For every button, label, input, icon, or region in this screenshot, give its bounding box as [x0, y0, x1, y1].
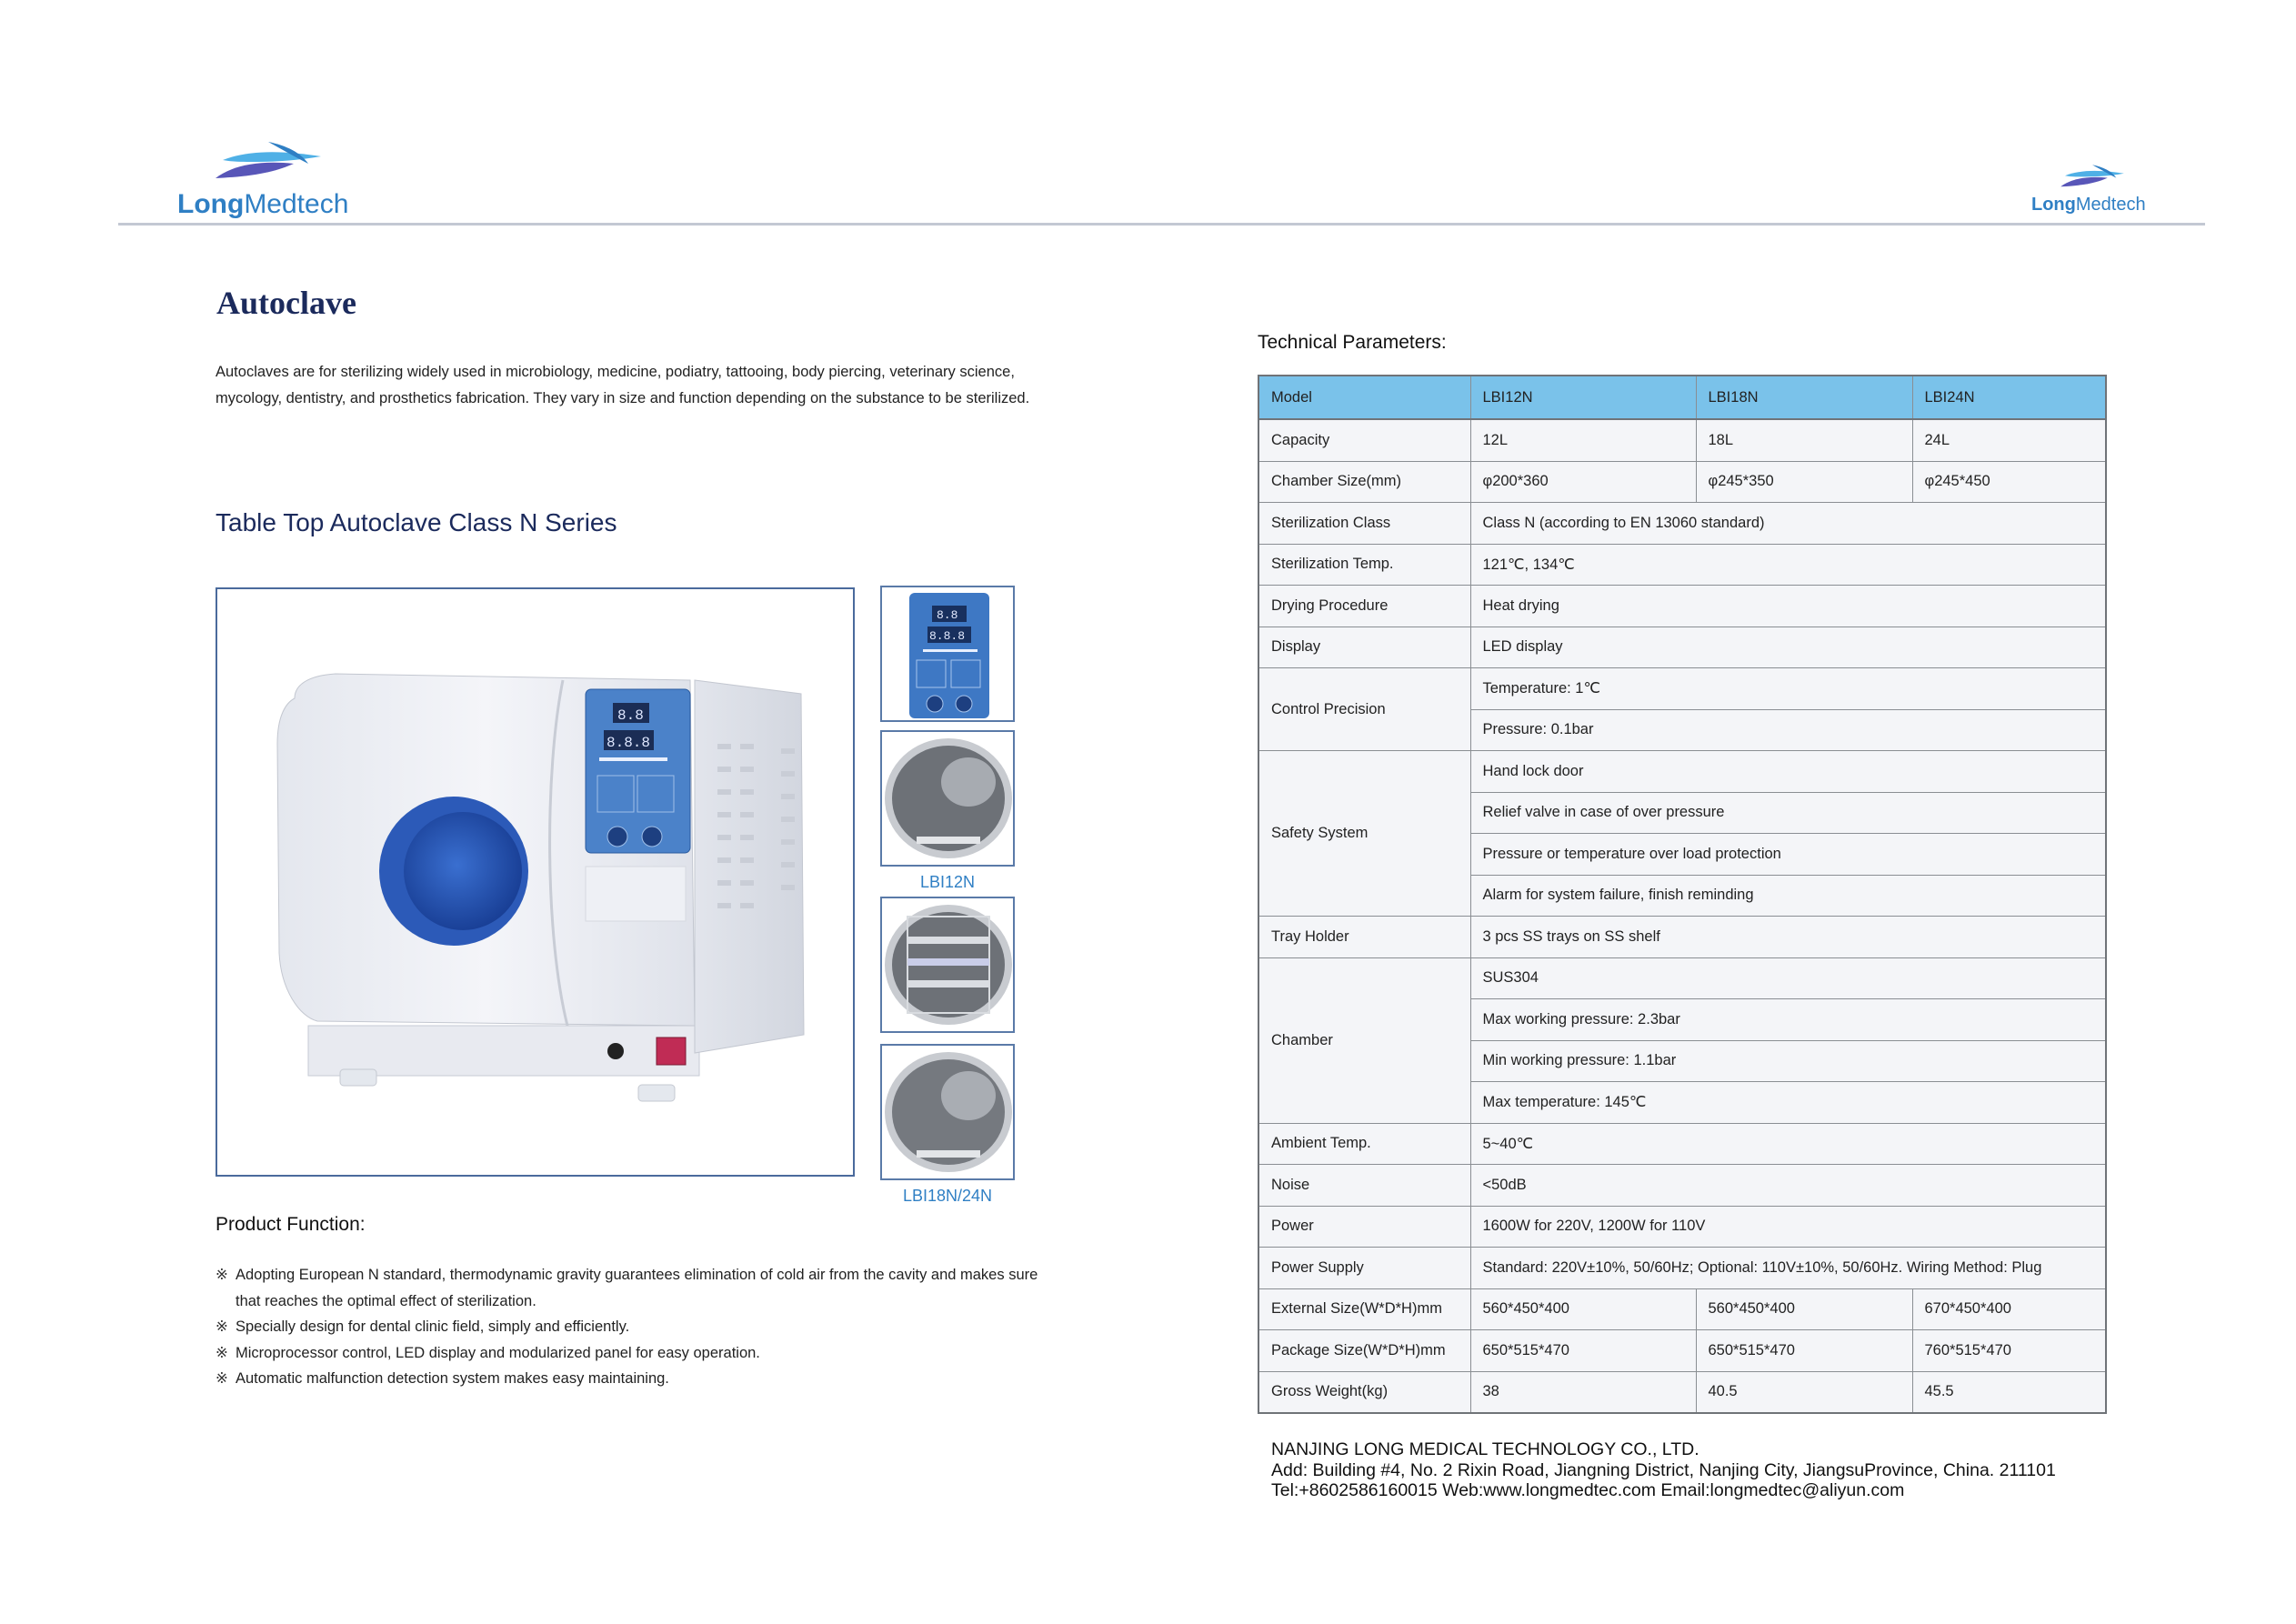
- svg-text:8.8: 8.8: [617, 707, 644, 724]
- cell: Max temperature: 145℃: [1470, 1082, 2106, 1124]
- cell: 670*450*400: [1912, 1288, 2106, 1330]
- chamber-trays-icon: [882, 898, 1015, 1031]
- list-item: ※ Adopting European N standard, thermodynamic gravity guarantees elimination of cold air from the cavity and makes sure that reaches the optimal effect of sterilization.: [216, 1262, 1052, 1314]
- table-row: [1258, 1288, 2106, 1330]
- autoclave-illustration-icon: [217, 589, 854, 1176]
- cell: 45.5: [1912, 1371, 2106, 1413]
- row-label: Control Precision: [1258, 668, 1470, 751]
- header-cell: LBI24N: [1912, 376, 2106, 419]
- table-row: [1258, 917, 2106, 958]
- series-title: Table Top Autoclave Class N Series: [216, 508, 617, 536]
- cell: 121℃, 134℃: [1470, 544, 2106, 586]
- svg-text:8.8: 8.8: [937, 608, 958, 622]
- cell: 3 pcs SS trays on SS shelf: [1470, 917, 2106, 958]
- caption-lbi12n: LBI12N: [919, 873, 976, 891]
- cell: Pressure or temperature over load protection: [1470, 834, 2106, 876]
- cell: 40.5: [1696, 1371, 1912, 1413]
- cell: Alarm for system failure, finish reminding: [1470, 875, 2106, 917]
- header-divider: [118, 223, 2205, 226]
- row-label: Drying Procedure: [1258, 586, 1470, 627]
- cell: φ245*450: [1912, 461, 2106, 503]
- row-label: Sterilization Temp.: [1258, 544, 1470, 586]
- company-name: NANJING LONG MEDICAL TECHNOLOGY CO., LTD.: [1271, 1439, 1699, 1459]
- cell: φ245*350: [1696, 461, 1912, 503]
- table-row: [1258, 751, 2106, 793]
- cell: Temperature: 1℃: [1470, 668, 2106, 710]
- cell: 560*450*400: [1696, 1288, 1912, 1330]
- cell: Min working pressure: 1.1bar: [1470, 1040, 2106, 1082]
- row-label: Safety System: [1258, 751, 1470, 917]
- cell: 12L: [1470, 419, 1696, 461]
- table-row: [1258, 1165, 2106, 1207]
- thumbnail-chamber-lbi12n: [880, 730, 1015, 867]
- cell: SUS304: [1470, 957, 2106, 999]
- bird-wing-logo-icon: [214, 140, 332, 185]
- cell: 650*515*470: [1696, 1330, 1912, 1372]
- product-function-title: Product Function:: [216, 1214, 366, 1235]
- row-label: Chamber Size(mm): [1258, 461, 1470, 503]
- table-row: [1258, 419, 2106, 461]
- table-header-row: [1258, 376, 2106, 419]
- asterisk-bullet-icon: ※: [216, 1318, 228, 1335]
- brand-wordmark: LongMedtech: [177, 189, 349, 219]
- table-row: [1258, 1248, 2106, 1289]
- table-row: [1258, 957, 2106, 999]
- chamber-interior-icon: [882, 1046, 1015, 1178]
- cell: Relief valve in case of over pressure: [1470, 792, 2106, 834]
- thumbnail-chamber-trays: [880, 897, 1015, 1033]
- technical-parameters-title: Technical Parameters:: [1258, 332, 1447, 353]
- header-cell: Model: [1258, 376, 1470, 419]
- table-row: [1258, 668, 2106, 710]
- table-row: [1258, 544, 2106, 586]
- cell: Hand lock door: [1470, 751, 2106, 793]
- cell: 5~40℃: [1470, 1123, 2106, 1165]
- bird-wing-logo-icon: [2059, 164, 2131, 191]
- cell: Pressure: 0.1bar: [1470, 709, 2106, 751]
- autoclave-product-image: [216, 587, 855, 1177]
- company-contact: Tel:+8602586160015 Web:www.longmedtec.com Email:longmedtec@aliyun.com: [1271, 1480, 1905, 1500]
- product-function-list: [216, 1262, 1052, 1392]
- brand-logo-right: [2028, 159, 2173, 223]
- table-row: [1258, 1206, 2106, 1248]
- table-row: [1258, 627, 2106, 668]
- table-row: [1258, 1123, 2106, 1165]
- header-cell: LBI12N: [1470, 376, 1696, 419]
- row-label: External Size(W*D*H)mm: [1258, 1288, 1470, 1330]
- intro-paragraph: Autoclaves are for sterilizing widely used in microbiology, medicine, podiatry, tattooing, body piercing, veterinary science, mycology, dentistry, and prosthetics fabrication. They vary in size and function depending on the substance to be sterilized.: [216, 364, 1030, 406]
- row-label: Capacity: [1258, 419, 1470, 461]
- table-row: [1258, 586, 2106, 627]
- row-label: Sterilization Class: [1258, 503, 1470, 545]
- cell: Heat drying: [1470, 586, 2106, 627]
- header-cell: LBI18N: [1696, 376, 1912, 419]
- table-row: [1258, 461, 2106, 503]
- row-label: Power Supply: [1258, 1248, 1470, 1289]
- thumbnail-chamber-lbi18n-24n: [880, 1044, 1015, 1180]
- row-label: Gross Weight(kg): [1258, 1371, 1470, 1413]
- row-label: Tray Holder: [1258, 917, 1470, 958]
- table-row: [1258, 1330, 2106, 1372]
- asterisk-bullet-icon: ※: [216, 1370, 228, 1387]
- cell: 1600W for 220V, 1200W for 110V: [1470, 1206, 2106, 1248]
- list-item: ※ Specially design for dental clinic field, simply and efficiently.: [216, 1314, 1052, 1340]
- svg-text:8.8.8: 8.8.8: [929, 629, 966, 643]
- chamber-interior-icon: [882, 732, 1015, 865]
- cell: Standard: 220V±10%, 50/60Hz; Optional: 110V±10%, 50/60Hz. Wiring Method: Plug: [1470, 1248, 2106, 1289]
- brand-logo-left: [177, 136, 396, 227]
- thumbnail-control-panel: [880, 586, 1015, 722]
- asterisk-bullet-icon: ※: [216, 1344, 228, 1361]
- cell: Max working pressure: 2.3bar: [1470, 999, 2106, 1041]
- asterisk-bullet-icon: ※: [216, 1267, 228, 1283]
- cell: φ200*360: [1470, 461, 1696, 503]
- table-row: [1258, 1371, 2106, 1413]
- row-label: Ambient Temp.: [1258, 1123, 1470, 1165]
- cell: <50dB: [1470, 1165, 2106, 1207]
- cell: 18L: [1696, 419, 1912, 461]
- control-panel-icon: [882, 587, 1015, 720]
- svg-text:8.8.8: 8.8.8: [607, 735, 651, 751]
- row-label: Package Size(W*D*H)mm: [1258, 1330, 1470, 1372]
- row-label: Noise: [1258, 1165, 1470, 1207]
- brand-wordmark: LongMedtech: [2031, 195, 2146, 215]
- page-title: Autoclave: [216, 285, 356, 321]
- company-address: Add: Building #4, No. 2 Rixin Road, Jiangning District, Nanjing City, JiangsuProvince, China. 211101: [1271, 1459, 2056, 1480]
- list-item: ※ Automatic malfunction detection system makes easy maintaining.: [216, 1366, 1052, 1392]
- table-row: [1258, 503, 2106, 545]
- cell: 24L: [1912, 419, 2106, 461]
- list-item: ※ Microprocessor control, LED display and modularized panel for easy operation.: [216, 1340, 1052, 1367]
- technical-parameters-table: [1258, 375, 2107, 1414]
- cell: LED display: [1470, 627, 2106, 668]
- cell: 38: [1470, 1371, 1696, 1413]
- cell: 560*450*400: [1470, 1288, 1696, 1330]
- caption-lbi18n-24n: LBI18N/24N: [902, 1187, 993, 1205]
- row-label: Display: [1258, 627, 1470, 668]
- row-label: Chamber: [1258, 957, 1470, 1123]
- cell: 760*515*470: [1912, 1330, 2106, 1372]
- company-footer: [1271, 1439, 2056, 1501]
- cell: Class N (according to EN 13060 standard): [1470, 503, 2106, 545]
- row-label: Power: [1258, 1206, 1470, 1248]
- cell: 650*515*470: [1470, 1330, 1696, 1372]
